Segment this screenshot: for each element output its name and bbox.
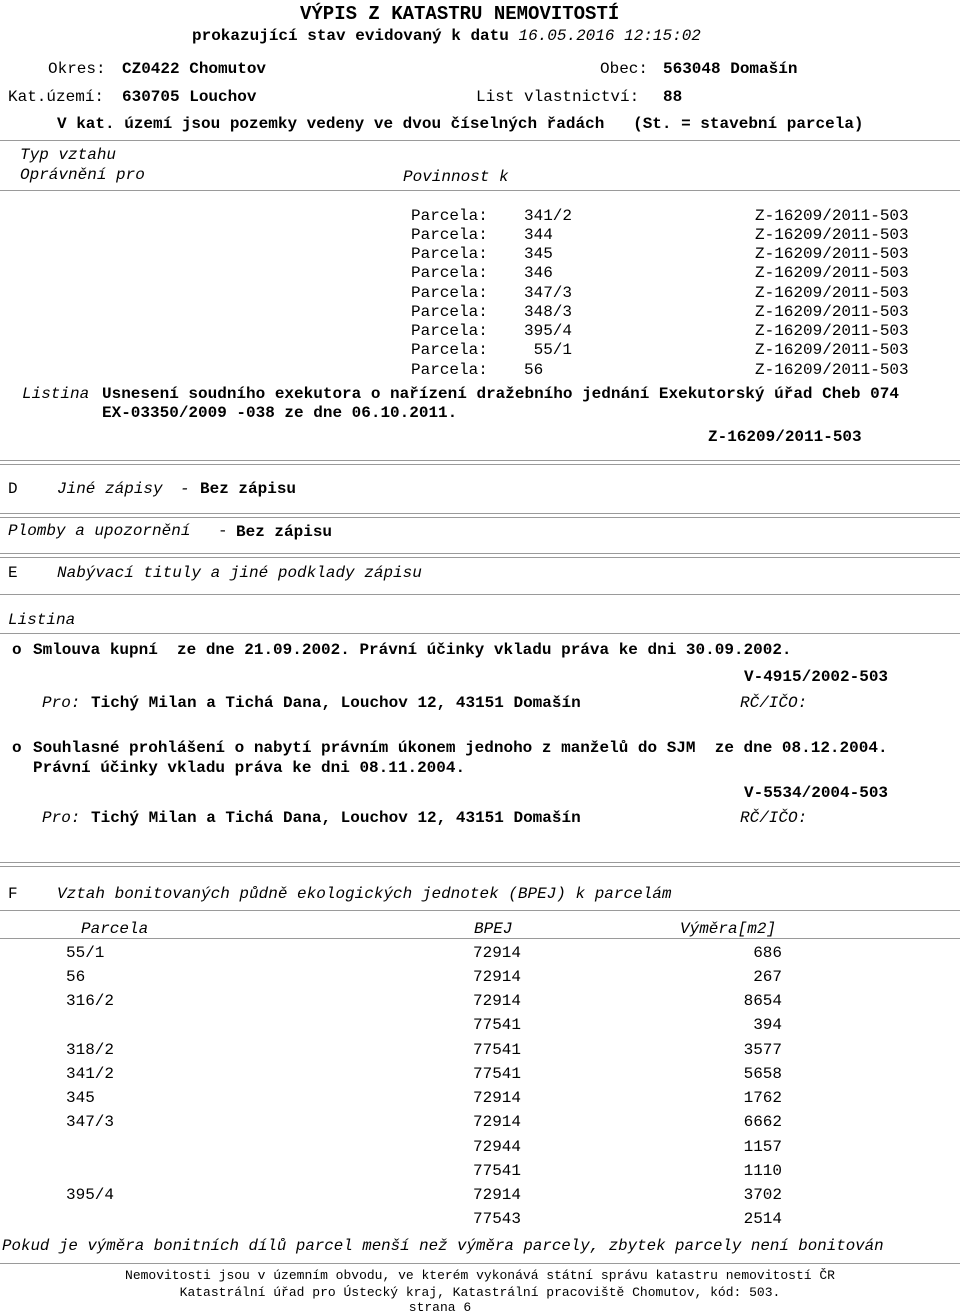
entry-text: Smlouva kupní ze dne 21.09.2002. Právní účinky vkladu práva ke dni 30.09.2002. (33, 641, 792, 659)
table-cell-vymera: 8654 (743, 992, 782, 1010)
divider (0, 594, 960, 595)
footer-line2: Katastrální úřad pro Ústecký kraj, Katastrální pracoviště Chomutov, kód: 503. (179, 1285, 781, 1300)
entry-ref: V-4915/2002-503 (744, 668, 889, 686)
subtitle-prefix: prokazující stav evidovaný k datu (192, 27, 509, 45)
listina-line2: EX-03350/2009 -038 ze dne 06.10.2011. (102, 404, 458, 422)
parcel-number: 347/3 (524, 284, 573, 302)
section-f-title: Vztah bonitovaných půdně ekologických jednotek (BPEJ) k parcelám (57, 885, 672, 903)
entry-ref: V-5534/2004-503 (744, 784, 889, 802)
table-cell-vymera: 1157 (743, 1138, 782, 1156)
okres-value: CZ0422 Chomutov (122, 60, 267, 78)
snapshot-date: 16.05.2016 12:15:02 (518, 27, 701, 45)
parcel-number: 348/3 (524, 303, 573, 321)
table-cell-parcela: 316/2 (66, 992, 115, 1010)
section-divider (0, 862, 960, 867)
table-cell-bpej: 77541 (473, 1065, 522, 1083)
plomby-title: Plomby a upozornění (8, 522, 191, 540)
parcel-ref: Z-16209/2011-503 (755, 303, 909, 321)
rc-label: RČ/IČO: (740, 694, 808, 712)
table-cell-bpej: 77541 (473, 1016, 522, 1034)
table-cell-parcela: 347/3 (66, 1113, 115, 1131)
table-cell-vymera: 3577 (743, 1041, 782, 1059)
table-cell-bpej: 72914 (473, 1089, 522, 1107)
typ-vztahu-heading: Typ vztahu (20, 146, 117, 164)
parcel-label: Parcela: (411, 264, 488, 282)
plomby-dash: - (218, 522, 228, 540)
parcel-ref: Z-16209/2011-503 (755, 341, 909, 359)
table-cell-bpej: 72914 (473, 944, 522, 962)
parcel-number: 346 (524, 264, 553, 282)
divider (0, 190, 960, 191)
section-e-letter: E (8, 564, 18, 582)
table-cell-bpej: 77541 (473, 1041, 522, 1059)
listina-label: Listina (22, 385, 90, 403)
table-cell-vymera: 3702 (743, 1186, 782, 1204)
parcel-label: Parcela: (411, 303, 488, 321)
parcel-ref: Z-16209/2011-503 (755, 226, 909, 244)
table-cell-bpej: 72914 (473, 1113, 522, 1131)
table-cell-vymera: 394 (753, 1016, 782, 1034)
section-d-value: Bez zápisu (200, 480, 297, 498)
parcel-label: Parcela: (411, 361, 488, 379)
table-cell-parcela: 395/4 (66, 1186, 115, 1204)
parcel-label: Parcela: (411, 226, 488, 244)
footer-line1: Nemovitosti jsou v územním obvodu, ve kterém vykonává státní správu katastru nemovitostí ČR (125, 1268, 835, 1283)
subtitle (192, 28, 701, 44)
table-cell-bpej: 72944 (473, 1138, 522, 1156)
divider (0, 910, 960, 911)
section-f-letter: F (8, 885, 18, 903)
entry-text-line2: Právní účinky vkladu práva ke dni 08.11.2004. (33, 759, 466, 777)
table-cell-vymera: 5658 (743, 1065, 782, 1083)
parcel-label: Parcela: (411, 322, 488, 340)
parcel-ref: Z-16209/2011-503 (755, 264, 909, 282)
povinnost-heading: Povinnost k (403, 168, 509, 186)
parcel-number: 345 (524, 245, 553, 263)
parcel-number: 341/2 (524, 207, 573, 225)
parcel-label: Parcela: (411, 245, 488, 263)
page-number: strana 6 (408, 1300, 472, 1315)
listina-ref: Z-16209/2011-503 (708, 428, 862, 446)
table-cell-vymera: 267 (753, 968, 782, 986)
table-cell-vymera: 6662 (743, 1113, 782, 1131)
parcel-ref: Z-16209/2011-503 (755, 284, 909, 302)
table-cell-vymera: 1762 (743, 1089, 782, 1107)
table-cell-parcela: 341/2 (66, 1065, 115, 1083)
divider (0, 1263, 960, 1264)
entry-text: Souhlasné prohlášení o nabytí právním úkonem jednoho z manželů do SJM ze dne 08.12.2004. (33, 739, 888, 757)
opravneni-heading: Oprávnění pro (20, 166, 145, 184)
table-cell-vymera: 2514 (743, 1210, 782, 1228)
section-divider (0, 460, 960, 465)
parcel-ref: Z-16209/2011-503 (755, 322, 909, 340)
obec-label: Obec: (600, 60, 649, 78)
bullet: o (12, 739, 22, 757)
parcel-label: Parcela: (411, 284, 488, 302)
table-cell-parcela: 345 (66, 1089, 95, 1107)
divider (0, 633, 960, 634)
table-cell-vymera: 686 (753, 944, 782, 962)
parcel-ref: Z-16209/2011-503 (755, 245, 909, 263)
listina-line1: Usnesení soudního exekutora o nařízení dražebního jednání Exekutorský úřad Cheb 074 (102, 385, 899, 403)
table-cell-bpej: 72914 (473, 992, 522, 1010)
table-cell-vymera: 1110 (743, 1162, 782, 1180)
section-e-title: Nabývací tituly a jiné podklady zápisu (57, 564, 422, 582)
section-e-listina-label: Listina (8, 611, 76, 629)
bpej-footnote: Pokud je výměra bonitních dílů parcel menší než výměra parcely, zbytek parcely není bonitován (2, 1237, 884, 1255)
katuzemi-value: 630705 Louchov (122, 88, 257, 106)
table-cell-parcela: 55/1 (66, 944, 105, 962)
numbering-note: V kat. území jsou pozemky vedeny ve dvou číselných řadách (St. = stavební parcela) (57, 115, 864, 133)
table-cell-parcela: 56 (66, 968, 86, 986)
divider (0, 938, 960, 939)
pro-value: Tichý Milan a Tichá Dana, Louchov 12, 43151 Domašín (91, 809, 581, 827)
parcel-ref: Z-16209/2011-503 (755, 207, 909, 225)
table-cell-bpej: 72914 (473, 968, 522, 986)
bullet: o (12, 641, 22, 659)
list-label: List vlastnictví: (476, 88, 640, 106)
parcel-number: 55/1 (524, 341, 573, 359)
divider (0, 140, 960, 141)
pro-label: Pro: (42, 809, 81, 827)
list-value: 88 (663, 88, 683, 106)
col-parcela-heading: Parcela (81, 920, 149, 938)
obec-value: 563048 Domašín (663, 60, 798, 78)
parcel-number: 56 (524, 361, 544, 379)
section-d-letter: D (8, 480, 18, 498)
section-d-dash: - (180, 480, 190, 498)
table-cell-bpej: 77541 (473, 1162, 522, 1180)
plomby-value: Bez zápisu (236, 523, 333, 541)
parcel-number: 344 (524, 226, 553, 244)
parcel-ref: Z-16209/2011-503 (755, 361, 909, 379)
section-divider (0, 513, 960, 518)
table-cell-bpej: 77543 (473, 1210, 522, 1228)
pro-value: Tichý Milan a Tichá Dana, Louchov 12, 43151 Domašín (91, 694, 581, 712)
col-bpej-heading: BPEJ (474, 920, 513, 938)
rc-label: RČ/IČO: (740, 809, 808, 827)
section-d-title: Jiné zápisy (57, 480, 163, 498)
document-title: VÝPIS Z KATASTRU NEMOVITOSTÍ (300, 3, 620, 25)
section-divider (0, 553, 960, 558)
parcel-label: Parcela: (411, 341, 488, 359)
parcel-label: Parcela: (411, 207, 488, 225)
katuzemi-label: Kat.území: (8, 88, 105, 106)
table-cell-bpej: 72914 (473, 1186, 522, 1204)
parcel-number: 395/4 (524, 322, 573, 340)
okres-label: Okres: (48, 60, 106, 78)
pro-label: Pro: (42, 694, 81, 712)
col-vymera-heading: Výměra[m2] (680, 920, 777, 938)
table-cell-parcela: 318/2 (66, 1041, 115, 1059)
